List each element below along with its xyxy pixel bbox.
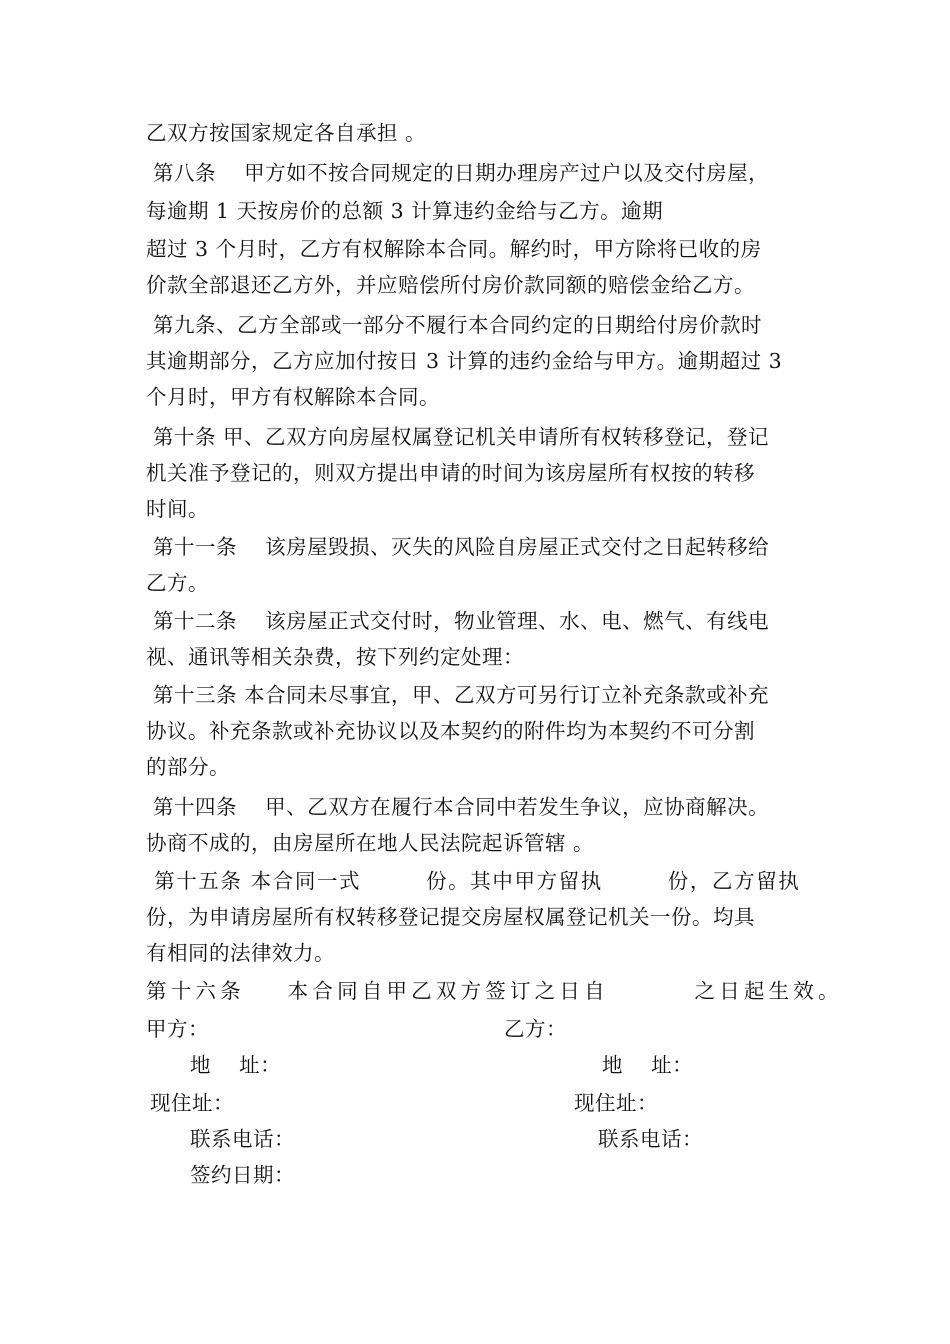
contract-line: 协议。补充条款或补充协议以及本契约的附件均为本契约不可分割: [146, 719, 755, 743]
party-a-label: 甲方：: [146, 1017, 209, 1041]
article-11-heading: 第十一条 该房屋毁损、灭失的风险自房屋正式交付之日起转移给: [146, 535, 770, 559]
contract-line: 乙双方按国家规定各自承担 。: [146, 121, 427, 145]
contract-line: 协商不成的，由房屋所在地人民法院起诉管辖 。: [146, 831, 595, 855]
contract-line: 份，为申请房屋所有权转移登记提交房屋权属登记机关一份。均具: [146, 905, 755, 929]
contract-line: 其逾期部分，乙方应加付按日 3 计算的违约金给与甲方。逾期超过 3: [146, 349, 783, 373]
article-12-heading: 第十二条 该房屋正式交付时，物业管理、水、电、燃气、有线电: [146, 609, 770, 633]
contract-line: 个月时，甲方有权解除本合同。: [146, 385, 440, 409]
party-a-address-label: 地 址：: [190, 1053, 282, 1077]
contract-line: 的部分。: [146, 755, 230, 779]
article-15-heading: 第十五条 本合同一式 份。其中甲方留执 份，乙方留执: [146, 869, 801, 893]
party-a-phone-label: 联系电话：: [190, 1127, 295, 1151]
party-a-current-address-label: 现住址：: [150, 1091, 234, 1115]
party-b-label: 乙方：: [504, 1017, 567, 1041]
article-14-heading: 第十四条 甲、乙双方在履行本合同中若发生争议，应协商解决。: [146, 795, 770, 819]
article-9-heading: 第九条、乙方全部或一部分不履行本合同约定的日期给付房价款时: [146, 313, 763, 337]
contract-line: 视、通讯等相关杂费，按下列约定处理：: [146, 645, 524, 669]
article-10-heading: 第十条 甲、乙双方向房屋权属登记机关申请所有权转移登记，登记: [146, 425, 770, 449]
contract-line: 价款全部退还乙方外，并应赔偿所付房价款同额的赔偿金给乙方。: [146, 273, 755, 297]
contract-line: 有相同的法律效力。: [146, 941, 335, 965]
party-b-phone-label: 联系电话：: [598, 1127, 703, 1151]
article-16-heading: 第十六条 本合同自甲乙双方签订之日自 之日起生效。: [146, 979, 843, 1003]
contract-line: 乙方。: [146, 571, 209, 595]
contract-line: 每逾期 1 天按房价的总额 3 计算违约金给与乙方。逾期: [146, 199, 664, 223]
contract-line: 时间。: [146, 497, 209, 521]
party-b-address-label: 地 址：: [602, 1053, 694, 1077]
contract-line: 超过 3 个月时，乙方有权解除本合同。解约时，甲方除将已收的房: [146, 237, 762, 261]
sign-date-label: 签约日期：: [190, 1163, 295, 1187]
article-8-heading: 第八条 甲方如不按合同规定的日期办理房产过户以及交付房屋，: [146, 161, 770, 185]
contract-line: 机关准予登记的，则双方提出申请的时间为该房屋所有权按的转移: [146, 461, 755, 485]
article-13-heading: 第十三条 本合同未尽事宜，甲、乙双方可另行订立补充条款或补充: [146, 683, 770, 707]
party-b-current-address-label: 现住址：: [574, 1091, 658, 1115]
